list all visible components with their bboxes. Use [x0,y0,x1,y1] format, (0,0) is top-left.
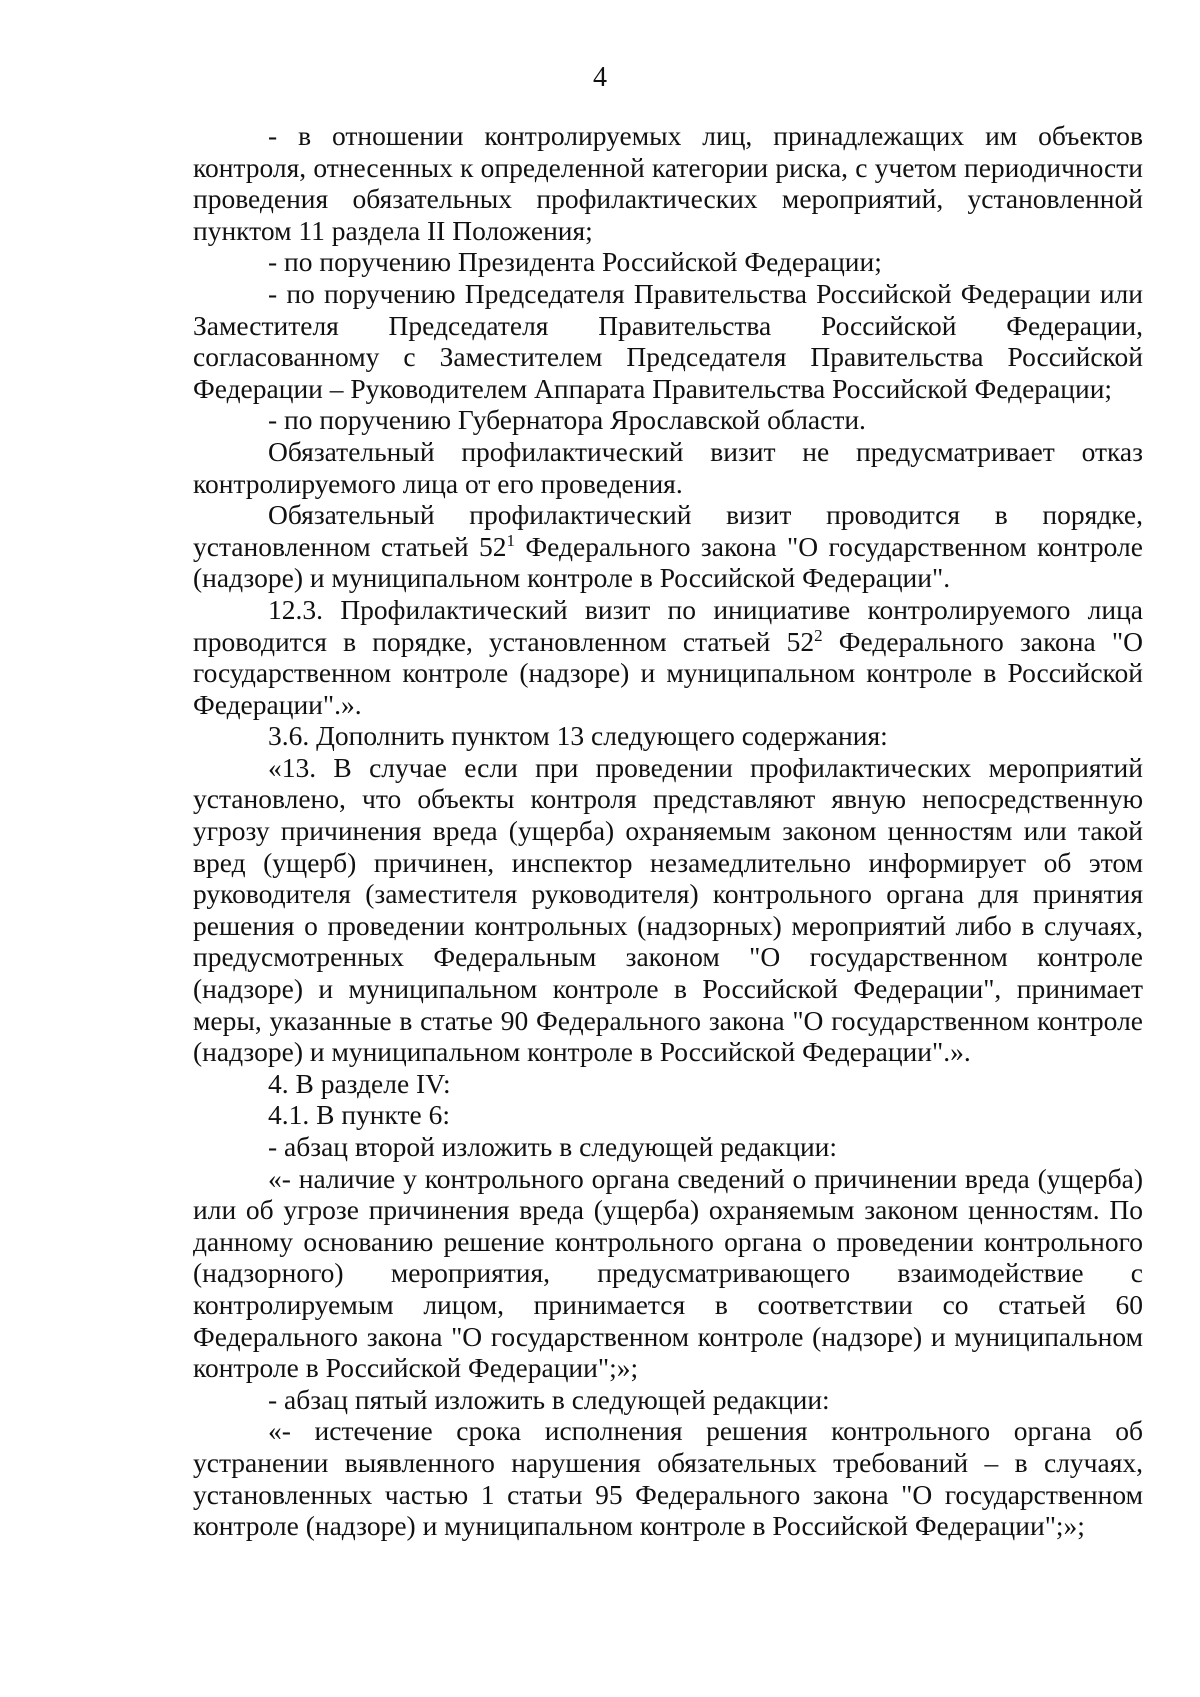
paragraph-second-abzac-instruction: - абзац второй изложить в следующей редакции: [268,1131,838,1162]
article-superscript: 1 [506,530,515,550]
paragraph-inspection-by-risk-category: - в отношении контролируемых лиц, принадлежащих им объектов контроля, отнесенных к определенной категории риска, с учетом периодичности проведения обязательных профилактических мероприятий, установленной пунктом 11 раздела II Положения; [193,120,1143,246]
article-superscript: 2 [814,625,823,645]
paragraph-visit-procedure-text: Обязательный профилактический визит проводится в порядке, установленном статьей 52 [193,499,1143,562]
paragraph-12-3 [193,594,1143,720]
paragraph-fifth-abzac-instruction: - абзац пятый изложить в следующей редакции: [268,1383,830,1415]
paragraph-president-order: - по поручению Президента Российской Федерации; [268,246,882,278]
paragraph-harm-information: «- наличие у контрольного органа сведений о причинении вреда (ущерба) или об угрозе причинения вреда (ущерба) охраняемым законом ценностям. По данному основанию решение контрольного органа о проведении контрольного (надзорного) мероприятия, предусматривающего взаимодействие с контролируемым лицом, принимается в соответствии со статьей 60 Федерального закона "О государственном контроле (надзоре) и муниципальном контроле в Российской Федерации";»; [193,1162,1143,1384]
paragraph-no-refusal: Обязательный профилактический визит не предусматривает отказ контролируемого лица от его проведения. [193,435,1143,499]
paragraph-visit-procedure-tail: Федерального закона "О государственном контроле (надзоре) и муниципальном контроле в Российской Федерации". [193,530,1143,594]
page-number: 4 [593,62,607,93]
paragraph-12-3-text: 12.3. Профилактический визит по инициативе контролируемого лица проводится в порядке, установленном статьей 52 [193,593,1143,657]
paragraph-4-1: 4.1. В пункте 6: [268,1099,451,1131]
paragraph-government-chairman-order: - по поручению Председателя Правительства Российской Федерации или Заместителя Председателя Правительства Российской Федерации, согласованному с Заместителем Председателя Правительства Российской Федерации – Руководителем Аппарата Правительства Российской Федерации; [193,277,1143,404]
paragraph-3-6: 3.6. Дополнить пунктом 13 следующего содержания: [268,720,888,752]
paragraph-deadline-expiration: «- истечение срока исполнения решения контрольного органа об устранении выявленного нарушения обязательных требований – в случаях, установленных частью 1 статьи 95 Федерального закона "О государственном контроле (надзоре) и муниципальном контроле в Российской Федерации";»; [193,1415,1143,1542]
paragraph-12-3-tail: Федерального закона "О государственном контроле (надзоре) и муниципальном контроле в Российской Федерации".». [193,625,1143,720]
paragraph-governor-order: - по поручению Губернатора Ярославской области. [268,404,866,436]
paragraph-13: «13. В случае если при проведении профилактических мероприятий установлено, что объекты контроля представляют явную непосредственную угрозу причинения вреда (ущерба) охраняемым законом ценностям или такой вред (ущерб) причинен, инспектор незамедлительно информирует об этом руководителя (заместителя руководителя) контрольного органа для принятия решения о проведении контрольных (надзорных) мероприятий либо в случаях, предусмотренных Федеральным законом "О государственном контроле (надзоре) и муниципальном контроле в Российской Федерации", принимает меры, указанные в статье 90 Федерального закона "О государственном контроле (надзоре) и муниципальном контроле в Российской Федерации".». [193,751,1143,1068]
paragraph-visit-procedure [193,499,1143,594]
document-body [193,120,1143,1542]
paragraph-section-iv: 4. В разделе IV: [268,1067,451,1099]
